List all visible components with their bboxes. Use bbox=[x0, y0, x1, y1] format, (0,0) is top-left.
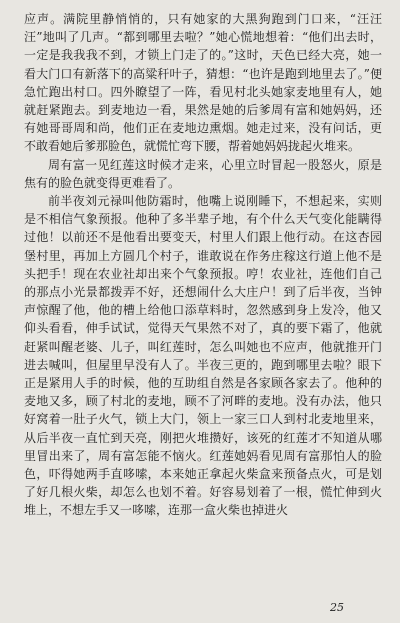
page-number: 25 bbox=[330, 600, 344, 614]
paragraph-3: 前半夜刘元禄叫他防霜时，他嘴上说刚睡下，不想起来，实则是不相信气象预报。他种了多半辈子地，有个什么天气变化能瞒得过他！以前还不是他看出要变天，村里人们跟上他行动。在这杏园堡村里，再加上方圆几个村子，谁敢说在作务庄稼这行道上他不是头把手！现在农业社却出来个气象预报。哼！农业社，连他们自己的那点小光景都拨弄不好，还想闹什么大庄户！到了后半夜，当钟声惊醒了他，他的槽上给他口添草料时，忽然感到身上发冷，他又仰头看看，伸手试试，觉得天气果然不对了，真的要下霜了，他就赶紧叫醒老婆、儿子，叫红莲时，怎么叫她也不应声，他就推开门进去喊叫，但屋里早没有人了。半夜三更的，跑到哪里去啦？眼下正是紧用人手的时候，他的互助组自然是各家顾各家去了。他种的麦地又多，顾了村北的麦地，顾不了河畔的麦地。没有办法，他只好窝着一肚子火气，锁上大门，领上一家三口人到村北麦地里来，从后半夜一直忙到天亮，刚把火堆攒好，该死的红莲才不知道从哪里冒出来了，周有富怎能不恼火。红莲她妈看见周有富那怕人的脸色，吓得她两手直哆嗦，本来她正拿起火柴盒来预备点火，可是划了好几根火柴，却怎么也划不着。好容易划着了一根，慌忙伸到火堆上，不想左手又一哆嗦，连那一盒火柴也掉进火 bbox=[24, 194, 382, 518]
paragraph-2: 周有富一见红莲这时候才走来，心里立时冒起一股怒火，原是焦有的脸色就变得更难看了。 bbox=[24, 157, 382, 190]
paragraph-1: 应声。满院里静悄悄的，只有她家的大黑狗跑到门口来，“汪汪汪”地叫了几声。“都到哪里去啦？”她心慌地想着：“他们出去时，一定是我我我不到，才锁上门走了的。”这时，天色已经大亮，她一看大门口有新落下的高粱秆叶子，猜想：“也许是跑到地里去了。”便急忙跑出村口。四外瞭望了一阵，看见村北头她家麦地里有人，她就赶紧跑去。到麦地边一看，果然是她的后爹周有富和她妈妈，还有她哥哥周和尚，他们正在麦地边熏烟。她走过来，没有问话，更不敢看她后爹那脸色，就慌忙弯下腰，帮着她妈妈拢起火堆来。 bbox=[24, 12, 382, 154]
